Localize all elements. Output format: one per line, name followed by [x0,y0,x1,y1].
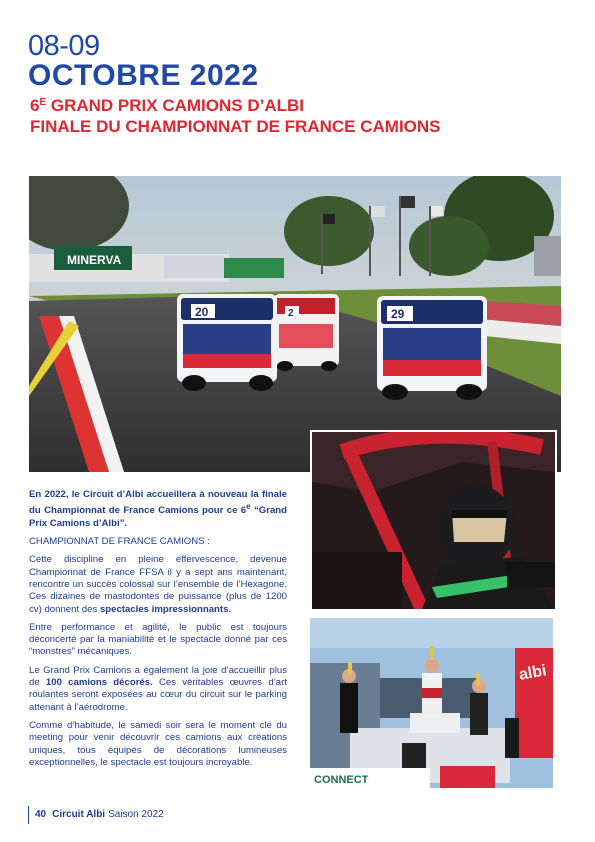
connect-banner: CONNECT [314,774,369,786]
paragraph-1 [29,554,287,615]
page-footer [28,806,164,824]
p3-bold: 100 camions décorés. [45,677,153,689]
page-number: 40 [35,809,47,820]
p1-text: Cette discipline en pleine effervescence, devenue Championnat de France FFSA il y a sept ans maintenant, rencontre un succès colossal sur l’ensemble de l’Hexagone. Ces dizaines de mastodontes de puissance (plus de 1200 cv) donnent des [29,554,287,615]
event-dates: 08-09 [28,30,100,62]
section-title: CHAMPIONNAT DE FRANCE CAMIONS : [29,536,210,548]
article-body [29,489,287,775]
season-label: Saison 2022 [108,809,164,820]
truck-number-2: 2 [288,308,294,319]
article-lead [29,489,287,530]
p1-bold: spectacles impressionnants. [99,603,232,615]
p3-text-a: Le Grand Prix Camions a également la joie d’accueillir plus de [29,664,287,689]
paragraph-3 [29,665,287,714]
lead-sup: e [246,502,251,512]
podium-photo [310,618,553,788]
event-subtitle: FINALE DU CHAMPIONNAT DE FRANCE CAMIONS [30,116,441,136]
minerva-banner: MINERVA [67,253,122,267]
magazine-name: Circuit Albi [52,809,106,820]
event-number: 6 [30,96,40,115]
event-month: OCTOBRE 2022 [28,59,259,92]
event-number-sup: E [39,97,47,108]
event-title [30,93,500,137]
trucks-race-photo [29,176,561,472]
truck-number-3: 29 [391,307,405,321]
event-title-rest: GRAND PRIX CAMIONS D’ALBI [46,96,304,115]
lead-part-a: En 2022, le Circuit d’Albi accueillera à nouveau la finale du Championnat de France Camions pour ce 6 [29,489,287,517]
paragraph-2: Entre performance et agilité, le public est toujours déconcerté par la maniabilité et le spectacle donné par ces “monstres” mécaniques. [29,621,287,658]
truck-number-1: 20 [195,305,209,319]
p3-text-c: Ces véritables œuvres d’art roulantes seront exposées au cœur du circuit sur le parking attenant à l’aérodrome. [29,677,287,713]
paragraph-4: Comme d’habitude, le samedi soir sera le moment clé du meeting pour venir découvrir ces camions aux créations uniques, tous équipés de décorations lumineuses exceptionnelles, le spectacle est toujours incroyable. [29,719,287,768]
lead-part-b: “Grand Prix Camions d’Albi”. [29,505,287,529]
driver-cockpit-photo [310,430,557,611]
albi-sign: albi [517,662,548,684]
